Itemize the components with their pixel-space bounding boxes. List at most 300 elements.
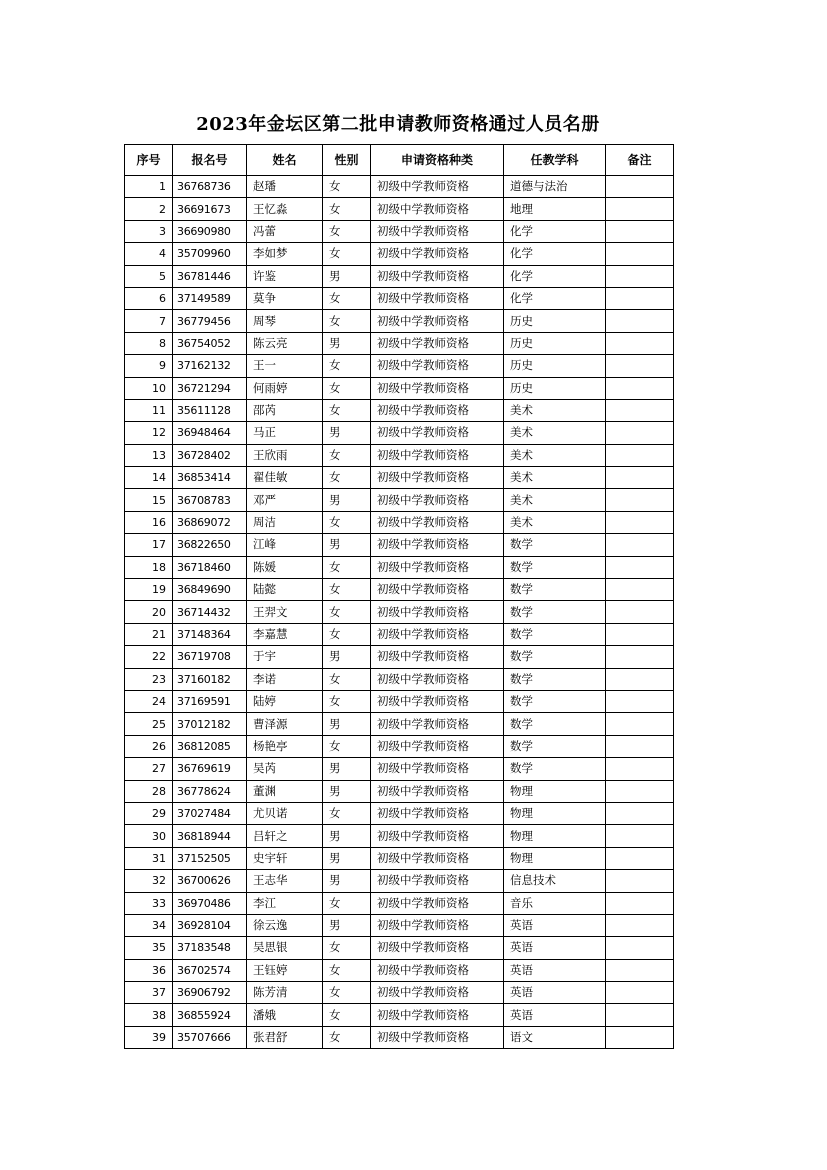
cell-remarks xyxy=(606,579,674,601)
cell-subject: 数学 xyxy=(504,758,606,780)
cell-name: 陆懿 xyxy=(247,579,323,601)
cell-name: 陈媛 xyxy=(247,556,323,578)
cell-remarks xyxy=(606,198,674,220)
table-row xyxy=(125,310,674,332)
cell-subject: 美术 xyxy=(504,467,606,489)
cell-name: 李江 xyxy=(247,892,323,914)
cell-gender: 女 xyxy=(323,690,371,712)
cell-registration-no: 36781446 xyxy=(173,265,247,287)
cell-name: 陆婷 xyxy=(247,690,323,712)
table-row xyxy=(125,892,674,914)
cell-qualification-type: 初级中学教师资格 xyxy=(371,690,504,712)
table-row xyxy=(125,243,674,265)
cell-qualification-type: 初级中学教师资格 xyxy=(371,646,504,668)
cell-index: 35 xyxy=(125,937,173,959)
cell-registration-no: 36970486 xyxy=(173,892,247,914)
cell-index: 36 xyxy=(125,959,173,981)
cell-subject: 语文 xyxy=(504,1026,606,1048)
cell-registration-no: 36855924 xyxy=(173,1004,247,1026)
table-row xyxy=(125,220,674,242)
cell-name: 王一 xyxy=(247,355,323,377)
cell-remarks xyxy=(606,780,674,802)
table-row xyxy=(125,780,674,802)
table-row xyxy=(125,982,674,1004)
cell-qualification-type: 初级中学教师资格 xyxy=(371,601,504,623)
cell-qualification-type: 初级中学教师资格 xyxy=(371,489,504,511)
cell-gender: 女 xyxy=(323,623,371,645)
table-body xyxy=(125,176,674,1049)
cell-gender: 女 xyxy=(323,892,371,914)
cell-registration-no: 37169591 xyxy=(173,690,247,712)
table-row xyxy=(125,870,674,892)
cell-gender: 男 xyxy=(323,825,371,847)
table-row xyxy=(125,422,674,444)
cell-qualification-type: 初级中学教师资格 xyxy=(371,668,504,690)
cell-remarks xyxy=(606,959,674,981)
cell-qualification-type: 初级中学教师资格 xyxy=(371,937,504,959)
cell-index: 18 xyxy=(125,556,173,578)
cell-gender: 男 xyxy=(323,780,371,802)
header-subject: 任教学科 xyxy=(504,145,606,176)
cell-registration-no: 36822650 xyxy=(173,534,247,556)
cell-subject: 数学 xyxy=(504,646,606,668)
cell-gender: 女 xyxy=(323,467,371,489)
cell-index: 8 xyxy=(125,332,173,354)
cell-remarks xyxy=(606,444,674,466)
cell-gender: 女 xyxy=(323,959,371,981)
cell-qualification-type: 初级中学教师资格 xyxy=(371,310,504,332)
table-row xyxy=(125,511,674,533)
cell-gender: 男 xyxy=(323,422,371,444)
cell-registration-no: 37027484 xyxy=(173,802,247,824)
cell-remarks xyxy=(606,1026,674,1048)
cell-gender: 女 xyxy=(323,982,371,1004)
cell-subject: 物理 xyxy=(504,825,606,847)
cell-registration-no: 36778624 xyxy=(173,780,247,802)
cell-name: 于宇 xyxy=(247,646,323,668)
header-remarks: 备注 xyxy=(606,145,674,176)
cell-index: 25 xyxy=(125,713,173,735)
table-row xyxy=(125,534,674,556)
cell-remarks xyxy=(606,825,674,847)
table-row xyxy=(125,713,674,735)
cell-name: 王钰婷 xyxy=(247,959,323,981)
table-row xyxy=(125,579,674,601)
cell-subject: 历史 xyxy=(504,332,606,354)
cell-remarks xyxy=(606,355,674,377)
cell-name: 史宇轩 xyxy=(247,847,323,869)
cell-index: 16 xyxy=(125,511,173,533)
cell-subject: 历史 xyxy=(504,355,606,377)
table-row xyxy=(125,623,674,645)
cell-gender: 女 xyxy=(323,601,371,623)
cell-remarks xyxy=(606,802,674,824)
cell-gender: 女 xyxy=(323,1026,371,1048)
cell-registration-no: 35611128 xyxy=(173,399,247,421)
table-row xyxy=(125,735,674,757)
page-title: 2023年金坛区第二批申请教师资格通过人员名册 xyxy=(196,114,600,135)
cell-index: 7 xyxy=(125,310,173,332)
cell-gender: 女 xyxy=(323,511,371,533)
cell-remarks xyxy=(606,422,674,444)
cell-name: 马正 xyxy=(247,422,323,444)
cell-registration-no: 36812085 xyxy=(173,735,247,757)
cell-qualification-type: 初级中学教师资格 xyxy=(371,802,504,824)
cell-name: 陈芳清 xyxy=(247,982,323,1004)
cell-qualification-type: 初级中学教师资格 xyxy=(371,287,504,309)
cell-index: 15 xyxy=(125,489,173,511)
cell-qualification-type: 初级中学教师资格 xyxy=(371,579,504,601)
cell-index: 3 xyxy=(125,220,173,242)
cell-subject: 数学 xyxy=(504,735,606,757)
cell-subject: 化学 xyxy=(504,243,606,265)
cell-gender: 女 xyxy=(323,220,371,242)
header-registration-no: 报名号 xyxy=(173,145,247,176)
table-row xyxy=(125,758,674,780)
cell-remarks xyxy=(606,982,674,1004)
cell-index: 37 xyxy=(125,982,173,1004)
cell-remarks xyxy=(606,489,674,511)
cell-registration-no: 36702574 xyxy=(173,959,247,981)
cell-index: 6 xyxy=(125,287,173,309)
cell-index: 4 xyxy=(125,243,173,265)
cell-gender: 女 xyxy=(323,198,371,220)
cell-registration-no: 36691673 xyxy=(173,198,247,220)
cell-qualification-type: 初级中学教师资格 xyxy=(371,892,504,914)
cell-qualification-type: 初级中学教师资格 xyxy=(371,847,504,869)
cell-registration-no: 36754052 xyxy=(173,332,247,354)
cell-registration-no: 36718460 xyxy=(173,556,247,578)
table-row xyxy=(125,1004,674,1026)
cell-registration-no: 37012182 xyxy=(173,713,247,735)
cell-registration-no: 36853414 xyxy=(173,467,247,489)
table-row xyxy=(125,265,674,287)
cell-qualification-type: 初级中学教师资格 xyxy=(371,758,504,780)
cell-subject: 物理 xyxy=(504,847,606,869)
cell-index: 34 xyxy=(125,914,173,936)
cell-gender: 女 xyxy=(323,556,371,578)
cell-remarks xyxy=(606,646,674,668)
cell-subject: 化学 xyxy=(504,220,606,242)
cell-name: 吕轩之 xyxy=(247,825,323,847)
cell-gender: 女 xyxy=(323,1004,371,1026)
cell-registration-no: 36769619 xyxy=(173,758,247,780)
cell-gender: 女 xyxy=(323,937,371,959)
cell-index: 23 xyxy=(125,668,173,690)
cell-remarks xyxy=(606,758,674,780)
cell-subject: 音乐 xyxy=(504,892,606,914)
cell-remarks xyxy=(606,534,674,556)
cell-registration-no: 37160182 xyxy=(173,668,247,690)
cell-name: 赵璠 xyxy=(247,176,323,198)
cell-subject: 信息技术 xyxy=(504,870,606,892)
table-row xyxy=(125,1026,674,1048)
cell-gender: 男 xyxy=(323,847,371,869)
cell-qualification-type: 初级中学教师资格 xyxy=(371,176,504,198)
table-row xyxy=(125,690,674,712)
cell-remarks xyxy=(606,310,674,332)
cell-gender: 女 xyxy=(323,668,371,690)
cell-gender: 男 xyxy=(323,914,371,936)
cell-name: 冯蕾 xyxy=(247,220,323,242)
cell-name: 何雨婷 xyxy=(247,377,323,399)
cell-remarks xyxy=(606,556,674,578)
table-row xyxy=(125,399,674,421)
cell-remarks xyxy=(606,914,674,936)
cell-remarks xyxy=(606,870,674,892)
cell-qualification-type: 初级中学教师资格 xyxy=(371,870,504,892)
cell-gender: 女 xyxy=(323,287,371,309)
cell-name: 李诺 xyxy=(247,668,323,690)
table-row xyxy=(125,601,674,623)
cell-registration-no: 36948464 xyxy=(173,422,247,444)
cell-registration-no: 37162132 xyxy=(173,355,247,377)
cell-remarks xyxy=(606,847,674,869)
cell-name: 翟佳敏 xyxy=(247,467,323,489)
cell-index: 28 xyxy=(125,780,173,802)
cell-name: 徐云逸 xyxy=(247,914,323,936)
cell-index: 13 xyxy=(125,444,173,466)
cell-gender: 男 xyxy=(323,713,371,735)
cell-name: 莫争 xyxy=(247,287,323,309)
cell-qualification-type: 初级中学教师资格 xyxy=(371,982,504,1004)
cell-remarks xyxy=(606,220,674,242)
cell-remarks xyxy=(606,511,674,533)
cell-index: 9 xyxy=(125,355,173,377)
cell-name: 潘娥 xyxy=(247,1004,323,1026)
cell-index: 12 xyxy=(125,422,173,444)
cell-qualification-type: 初级中学教师资格 xyxy=(371,265,504,287)
table-row xyxy=(125,176,674,198)
cell-index: 14 xyxy=(125,467,173,489)
cell-subject: 历史 xyxy=(504,377,606,399)
cell-subject: 数学 xyxy=(504,713,606,735)
cell-index: 30 xyxy=(125,825,173,847)
cell-qualification-type: 初级中学教师资格 xyxy=(371,467,504,489)
cell-index: 33 xyxy=(125,892,173,914)
cell-index: 21 xyxy=(125,623,173,645)
cell-subject: 英语 xyxy=(504,1004,606,1026)
cell-subject: 英语 xyxy=(504,937,606,959)
table-row xyxy=(125,646,674,668)
cell-name: 李如梦 xyxy=(247,243,323,265)
cell-name: 张君舒 xyxy=(247,1026,323,1048)
table-row xyxy=(125,355,674,377)
cell-remarks xyxy=(606,892,674,914)
cell-remarks xyxy=(606,265,674,287)
cell-registration-no: 36818944 xyxy=(173,825,247,847)
cell-subject: 数学 xyxy=(504,690,606,712)
cell-index: 11 xyxy=(125,399,173,421)
cell-subject: 物理 xyxy=(504,802,606,824)
cell-registration-no: 35707666 xyxy=(173,1026,247,1048)
cell-qualification-type: 初级中学教师资格 xyxy=(371,355,504,377)
table-row xyxy=(125,444,674,466)
cell-subject: 数学 xyxy=(504,579,606,601)
table-row xyxy=(125,959,674,981)
cell-gender: 女 xyxy=(323,579,371,601)
cell-gender: 女 xyxy=(323,243,371,265)
cell-qualification-type: 初级中学教师资格 xyxy=(371,511,504,533)
cell-remarks xyxy=(606,668,674,690)
cell-subject: 美术 xyxy=(504,511,606,533)
cell-gender: 女 xyxy=(323,377,371,399)
cell-subject: 美术 xyxy=(504,489,606,511)
cell-name: 王志华 xyxy=(247,870,323,892)
cell-index: 26 xyxy=(125,735,173,757)
cell-qualification-type: 初级中学教师资格 xyxy=(371,198,504,220)
cell-name: 王羿文 xyxy=(247,601,323,623)
table-row xyxy=(125,937,674,959)
cell-gender: 女 xyxy=(323,802,371,824)
cell-gender: 女 xyxy=(323,310,371,332)
cell-registration-no: 37152505 xyxy=(173,847,247,869)
cell-gender: 女 xyxy=(323,399,371,421)
cell-qualification-type: 初级中学教师资格 xyxy=(371,713,504,735)
table-row xyxy=(125,198,674,220)
cell-registration-no: 36768736 xyxy=(173,176,247,198)
cell-registration-no: 37148364 xyxy=(173,623,247,645)
cell-qualification-type: 初级中学教师资格 xyxy=(371,243,504,265)
cell-remarks xyxy=(606,623,674,645)
table-row xyxy=(125,914,674,936)
cell-subject: 数学 xyxy=(504,668,606,690)
cell-remarks xyxy=(606,690,674,712)
cell-subject: 英语 xyxy=(504,959,606,981)
cell-remarks xyxy=(606,1004,674,1026)
cell-registration-no: 36719708 xyxy=(173,646,247,668)
cell-qualification-type: 初级中学教师资格 xyxy=(371,399,504,421)
cell-subject: 数学 xyxy=(504,534,606,556)
table-row xyxy=(125,467,674,489)
cell-remarks xyxy=(606,713,674,735)
cell-subject: 历史 xyxy=(504,310,606,332)
cell-name: 王忆淼 xyxy=(247,198,323,220)
table-row xyxy=(125,825,674,847)
cell-qualification-type: 初级中学教师资格 xyxy=(371,623,504,645)
cell-index: 24 xyxy=(125,690,173,712)
cell-remarks xyxy=(606,601,674,623)
cell-qualification-type: 初级中学教师资格 xyxy=(371,1026,504,1048)
header-qualification-type: 申请资格种类 xyxy=(371,145,504,176)
cell-registration-no: 36849690 xyxy=(173,579,247,601)
cell-index: 22 xyxy=(125,646,173,668)
cell-qualification-type: 初级中学教师资格 xyxy=(371,444,504,466)
header-index: 序号 xyxy=(125,145,173,176)
cell-qualification-type: 初级中学教师资格 xyxy=(371,1004,504,1026)
cell-subject: 化学 xyxy=(504,265,606,287)
table-row xyxy=(125,668,674,690)
cell-index: 39 xyxy=(125,1026,173,1048)
cell-name: 江峰 xyxy=(247,534,323,556)
cell-registration-no: 36928104 xyxy=(173,914,247,936)
cell-index: 31 xyxy=(125,847,173,869)
cell-registration-no: 36700626 xyxy=(173,870,247,892)
cell-subject: 物理 xyxy=(504,780,606,802)
cell-remarks xyxy=(606,937,674,959)
cell-remarks xyxy=(606,332,674,354)
cell-qualification-type: 初级中学教师资格 xyxy=(371,825,504,847)
cell-qualification-type: 初级中学教师资格 xyxy=(371,959,504,981)
cell-remarks xyxy=(606,467,674,489)
cell-name: 李嘉慧 xyxy=(247,623,323,645)
table-row xyxy=(125,332,674,354)
cell-qualification-type: 初级中学教师资格 xyxy=(371,377,504,399)
cell-gender: 男 xyxy=(323,646,371,668)
cell-qualification-type: 初级中学教师资格 xyxy=(371,220,504,242)
cell-name: 尤贝诺 xyxy=(247,802,323,824)
cell-remarks xyxy=(606,735,674,757)
table-row xyxy=(125,847,674,869)
cell-gender: 男 xyxy=(323,758,371,780)
cell-index: 2 xyxy=(125,198,173,220)
cell-gender: 女 xyxy=(323,735,371,757)
roster-table xyxy=(124,144,674,1049)
cell-subject: 美术 xyxy=(504,422,606,444)
cell-registration-no: 36721294 xyxy=(173,377,247,399)
cell-name: 吴芮 xyxy=(247,758,323,780)
table-row xyxy=(125,287,674,309)
cell-registration-no: 37149589 xyxy=(173,287,247,309)
cell-remarks xyxy=(606,243,674,265)
cell-index: 20 xyxy=(125,601,173,623)
table-row xyxy=(125,489,674,511)
cell-registration-no: 36690980 xyxy=(173,220,247,242)
cell-name: 邓严 xyxy=(247,489,323,511)
cell-subject: 数学 xyxy=(504,556,606,578)
cell-name: 曹泽源 xyxy=(247,713,323,735)
cell-gender: 女 xyxy=(323,355,371,377)
cell-index: 1 xyxy=(125,176,173,198)
cell-index: 17 xyxy=(125,534,173,556)
cell-subject: 数学 xyxy=(504,623,606,645)
cell-gender: 男 xyxy=(323,265,371,287)
cell-remarks xyxy=(606,176,674,198)
cell-qualification-type: 初级中学教师资格 xyxy=(371,735,504,757)
cell-name: 许鉴 xyxy=(247,265,323,287)
cell-name: 陈云亮 xyxy=(247,332,323,354)
cell-name: 董渊 xyxy=(247,780,323,802)
cell-registration-no: 36906792 xyxy=(173,982,247,1004)
cell-subject: 地理 xyxy=(504,198,606,220)
cell-subject: 美术 xyxy=(504,444,606,466)
cell-index: 19 xyxy=(125,579,173,601)
header-gender: 性别 xyxy=(323,145,371,176)
cell-registration-no: 35709960 xyxy=(173,243,247,265)
cell-name: 周琴 xyxy=(247,310,323,332)
cell-remarks xyxy=(606,377,674,399)
cell-subject: 化学 xyxy=(504,287,606,309)
table-row xyxy=(125,802,674,824)
cell-qualification-type: 初级中学教师资格 xyxy=(371,556,504,578)
cell-gender: 男 xyxy=(323,332,371,354)
cell-registration-no: 36869072 xyxy=(173,511,247,533)
cell-gender: 男 xyxy=(323,489,371,511)
cell-index: 38 xyxy=(125,1004,173,1026)
header-name: 姓名 xyxy=(247,145,323,176)
cell-gender: 男 xyxy=(323,534,371,556)
cell-registration-no: 37183548 xyxy=(173,937,247,959)
cell-name: 邵芮 xyxy=(247,399,323,421)
cell-registration-no: 36779456 xyxy=(173,310,247,332)
cell-gender: 女 xyxy=(323,176,371,198)
cell-subject: 英语 xyxy=(504,914,606,936)
table-header-row xyxy=(125,145,674,176)
cell-name: 吴思银 xyxy=(247,937,323,959)
cell-remarks xyxy=(606,399,674,421)
cell-registration-no: 36714432 xyxy=(173,601,247,623)
cell-registration-no: 36708783 xyxy=(173,489,247,511)
